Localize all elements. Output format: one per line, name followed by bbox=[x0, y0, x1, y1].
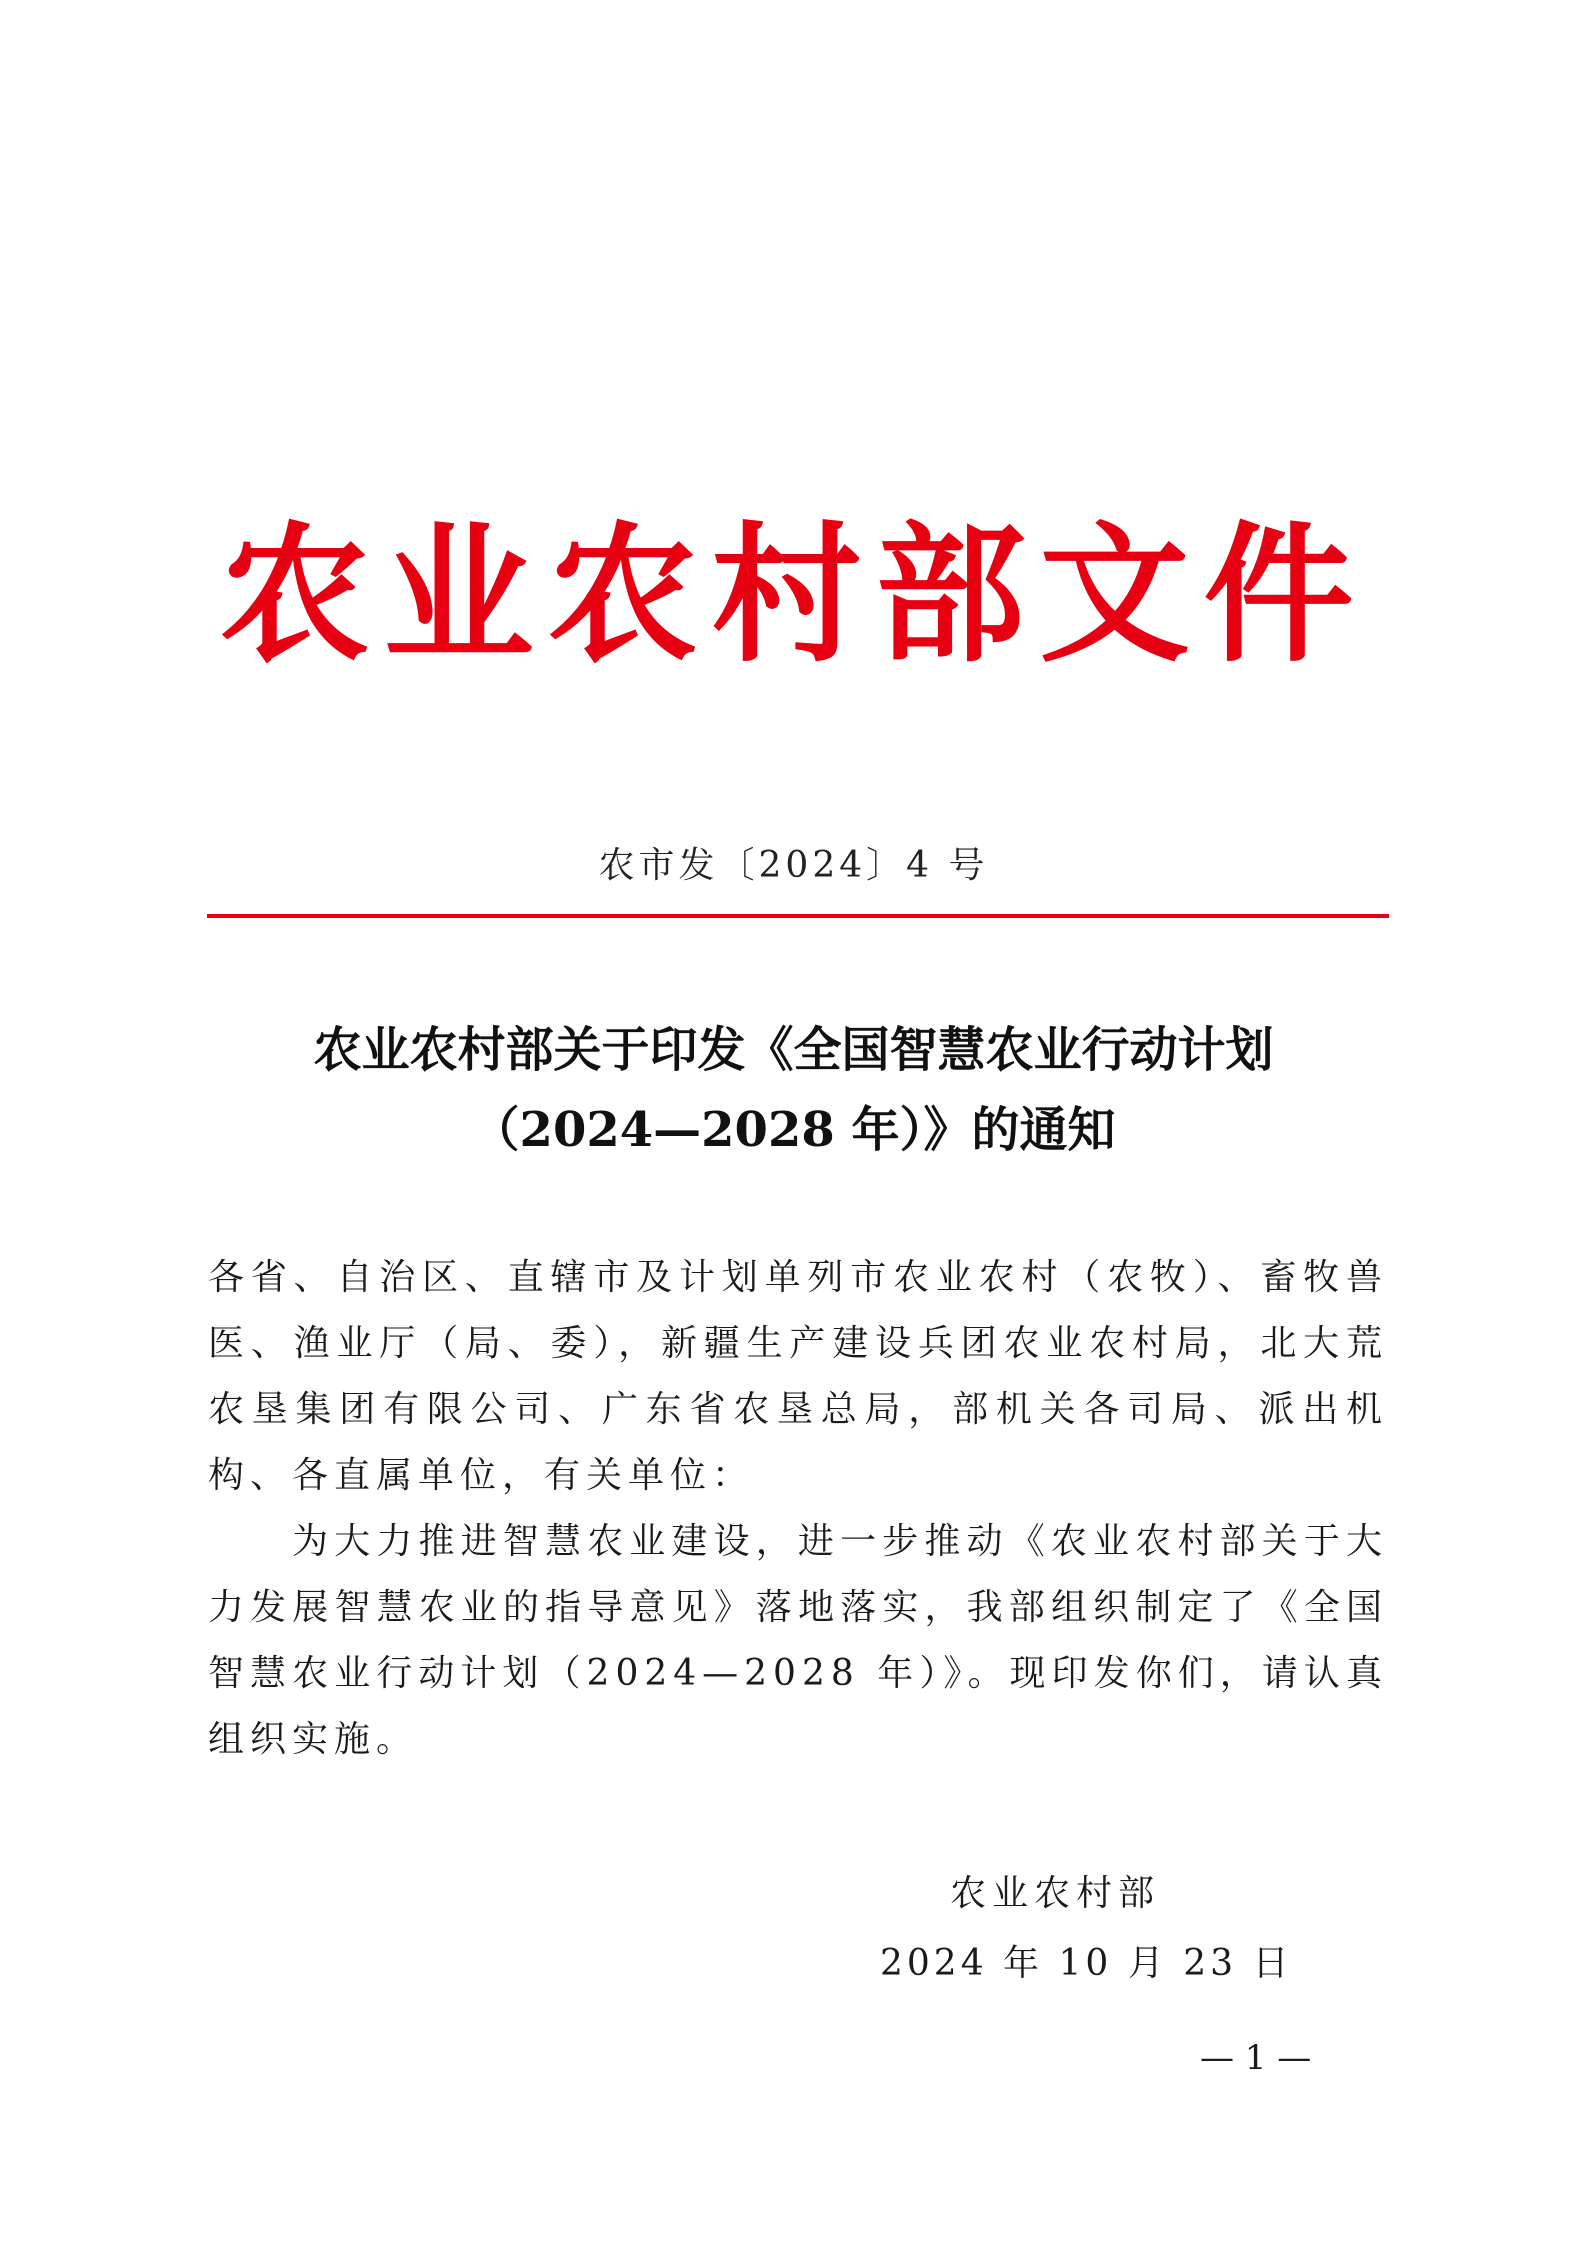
red-divider-line bbox=[207, 914, 1389, 918]
document-masthead: 农业农村部文件 bbox=[219, 507, 1368, 683]
notice-title-line-1: 农业农村部关于印发《全国智慧农业行动计划 bbox=[313, 1022, 1274, 1078]
salutation-paragraph: 各省、自治区、直辖市及计划单列市农业农村（农牧）、畜牧兽医、渔业厅（局、委），新疆生产建设兵团农业农村局，北大荒农垦集团有限公司、广东省农垦总局，部机关各司局、派出机构、各直属单位，有关单位： bbox=[208, 1257, 1388, 1496]
main-paragraph: 为大力推进智慧农业建设，进一步推动《农业农村部关于大力发展智慧农业的指导意见》落地落实，我部组织制定了《全国智慧农业行动计划（2024—2028 年）》。现印发你们，请认真组织实施。 bbox=[208, 1521, 1388, 1760]
notice-body bbox=[208, 1245, 1388, 1773]
issuer-name: 农业农村部 bbox=[950, 1873, 1161, 1914]
issue-date: 2024 年 10 月 23 日 bbox=[880, 1943, 1293, 1984]
page-number: — 1 — bbox=[1200, 2038, 1312, 2078]
document-number: 农市发〔2024〕4 号 bbox=[598, 845, 989, 886]
notice-title-line-2: （2024—2028 年）》的通知 bbox=[471, 1102, 1116, 1158]
notice-title bbox=[150, 1010, 1437, 1170]
